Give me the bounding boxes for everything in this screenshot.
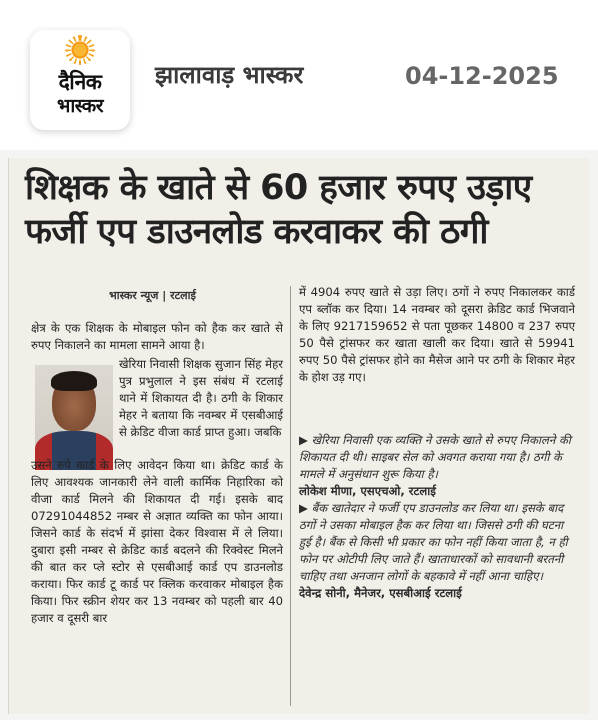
article-beside-photo [119, 356, 283, 441]
headline-line-1: शिक्षक के खाते से 60 हजार रुपए उड़ाए [25, 168, 532, 208]
quote-manager [299, 500, 575, 585]
newspaper-clipping [8, 158, 589, 714]
logo-text-line2: भास्कर [56, 95, 104, 117]
headline-line-2: फर्जी एप डाउनलोड करवाकर की ठगी [25, 212, 488, 252]
quote-sho-text: खेरिया निवासी एक व्यक्ति ने उसके खाते से रुपए निकालने की शिकायत दी थी। साइबर सेल को अवगत कराया गया है। ठगी के मामले में अनुसंधान शुरू किया है। [299, 433, 571, 481]
sun-icon [70, 40, 90, 60]
column-divider [290, 286, 291, 706]
edition-date: 04-12-2025 [405, 62, 559, 90]
photo-hair [51, 371, 97, 391]
logo-text-line1: दैनिक [58, 70, 102, 94]
left-column-paragraph: उसने रुपे कार्ड के लिए आवेदन किया था। क्रेडिट कार्ड के लिए आवश्यक जानकारी लेने वाली कार्मिक निहारिका को वीजा कार्ड मिलने की शिकायत दी गई। इसके बाद 07291044852 नम्बर से अज्ञात व्यक्ति का फोन आया। जिसने कार्ड के संदर्भ में झांसा देकर विश्वास में ले लिया। दुबारा इसी नम्बर से क्रेडिट कार्ड बदलने की रिक्वेस्ट मिलने की बात कर प्ले स्टोर से एसबीआई कार्ड एप डाउनलोड कराया। फिर कार्ड टू कार्ड पर क्लिक करवाकर मोबाइल हैक किया। फिर स्क्रीन शेयर कर 13 नवम्बर को पहली बार 40 हजार व दूसरी बार [31, 458, 283, 625]
arrow-marker-icon: ▶ [299, 501, 308, 515]
article-byline: भास्कर न्यूज | रटलाई [109, 289, 196, 302]
app-header [0, 0, 598, 150]
article-left-column [31, 457, 283, 627]
article-right-column [299, 284, 575, 386]
teacher-photo [35, 365, 113, 470]
right-column-paragraph: में 4904 रुपए खाते से उड़ा लिए। ठगों ने रुपए निकालकर कार्ड एप ब्लॉक कर दिया। 14 नवम्बर को दूसरा क्रेडिट कार्ड भिजवाने के लिए 9217159652 से पता पूछकर 14800 व 237 रुपए 50 पैसे ट्रांसफर कर खाता खाली कर दिया। खाते से 59941 रुपए 50 पैसे ट्रांसफर होने का मैसेज आने पर ठगी के शिकार मेहर के होश उड़ गए। [299, 285, 575, 384]
intro-paragraph: क्षेत्र के एक शिक्षक के मोबाइल फोन को हैक कर खाते से रुपए निकालने का मामला सामने आया है। [31, 321, 283, 352]
quote-sho-signature: लोकेश मीणा, एसएचओ, रटलाई [299, 484, 436, 498]
dainik-bhaskar-logo[interactable] [30, 30, 130, 130]
article-intro [31, 320, 283, 354]
official-quotes [299, 432, 575, 602]
quote-manager-text: बैंक खातेदार ने फर्जी एप डाउनलोड कर लिया था। इसके बाद ठगों ने उसका मोबाइल हैक कर लिया था। जिससे ठगी की घटना हुई है। बैंक से किसी भी प्रकार का फोन नहीं किया जाता है, न ही फोन पर ओटीपी लिए जाते हैं। खाताधारकों को सावधानी बरतनी चाहिए तथा अनजान लोगों के बहकावे में नहीं आना चाहिए। [299, 501, 568, 583]
quote-manager-signature: देवेन्द्र सोनी, मैनेजर, एसबीआई रटलाई [299, 586, 462, 600]
beside-photo-paragraph: खेरिया निवासी शिक्षक सुजान सिंह मेहर पुत्र प्रभुलाल ने इस संबंध में रटलाई थाने में शिकायत दी है। ठगी के शिकार मेहर ने बताया कि नवम्बर में एसबीआई से क्रेडिट वीजा कार्ड प्राप्त हुआ। जबकि [119, 357, 283, 439]
arrow-marker-icon: ▶ [299, 433, 308, 447]
article-headline [25, 166, 577, 254]
quote-sho [299, 432, 575, 483]
edition-title: झालावाड़ भास्कर [155, 61, 304, 89]
